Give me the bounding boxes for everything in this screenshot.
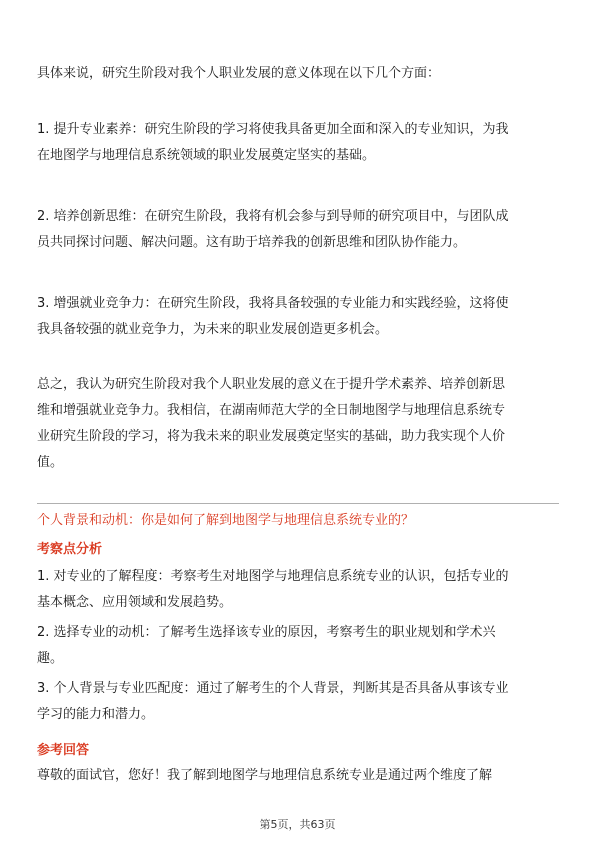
analysis-3-line-1: 3. 个人背景与专业匹配度：通过了解考生的个人背景，判断其是否具备从事该专业 [37, 681, 509, 696]
analysis-item-1 [37, 564, 559, 616]
analysis-3-line-2: 学习的能力和潜力。 [37, 707, 155, 722]
point-1 [37, 117, 559, 169]
point-2 [37, 204, 559, 256]
analysis-2-line-2: 趣。 [37, 651, 64, 666]
question-title: 个人背景和动机：你是如何了解到地图学与地理信息系统专业的？ [37, 513, 415, 528]
summary-paragraph [37, 372, 559, 476]
point-3 [37, 291, 559, 343]
analysis-1-line-1: 1. 对专业的了解程度：考察考生对地图学与地理信息系统专业的认识，包括专业的 [37, 569, 509, 584]
point-1-line-2: 在地图学与地理信息系统领域的职业发展奠定坚实的基础。 [37, 148, 376, 163]
summary-line-2: 维和增强就业竞争力。我相信，在湖南师范大学的全日制地图学与地理信息系统专 [37, 403, 506, 418]
section-divider [37, 503, 559, 504]
intro-paragraph: 具体来说，研究生阶段对我个人职业发展的意义体现在以下几个方面： [37, 66, 441, 81]
point-2-line-1: 2. 培养创新思维：在研究生阶段，我将有机会参与到导师的研究项目中，与团队成 [37, 209, 509, 224]
point-3-line-1: 3. 增强就业竞争力：在研究生阶段，我将具备较强的专业能力和实践经验，这将使 [37, 296, 509, 311]
analysis-heading: 考察点分析 [37, 542, 103, 557]
summary-line-3: 业研究生阶段的学习，将为我未来的职业发展奠定坚实的基础，助力我实现个人价 [37, 429, 506, 444]
analysis-item-3 [37, 676, 559, 728]
point-1-line-1: 1. 提升专业素养：研究生阶段的学习将使我具备更加全面和深入的专业知识，为我 [37, 122, 509, 137]
analysis-2-line-1: 2. 选择专业的动机：了解考生选择该专业的原因，考察考生的职业规划和学术兴 [37, 625, 496, 640]
answer-heading: 参考回答 [37, 743, 90, 758]
analysis-1-line-2: 基本概念、应用领域和发展趋势。 [37, 595, 233, 610]
point-2-line-2: 员共同探讨问题、解决问题。这有助于培养我的创新思维和团队协作能力。 [37, 235, 467, 250]
page-footer: 第5页，共63页 [259, 818, 336, 831]
summary-line-4: 值。 [37, 455, 64, 470]
point-3-line-2: 我具备较强的就业竞争力，为未来的职业发展创造更多机会。 [37, 322, 389, 337]
answer-paragraph: 尊敬的面试官，您好！我了解到地图学与地理信息系统专业是通过两个维度了解 [37, 768, 493, 783]
summary-line-1: 总之，我认为研究生阶段对我个人职业发展的意义在于提升学术素养、培养创新思 [37, 377, 506, 392]
analysis-item-2 [37, 620, 559, 672]
